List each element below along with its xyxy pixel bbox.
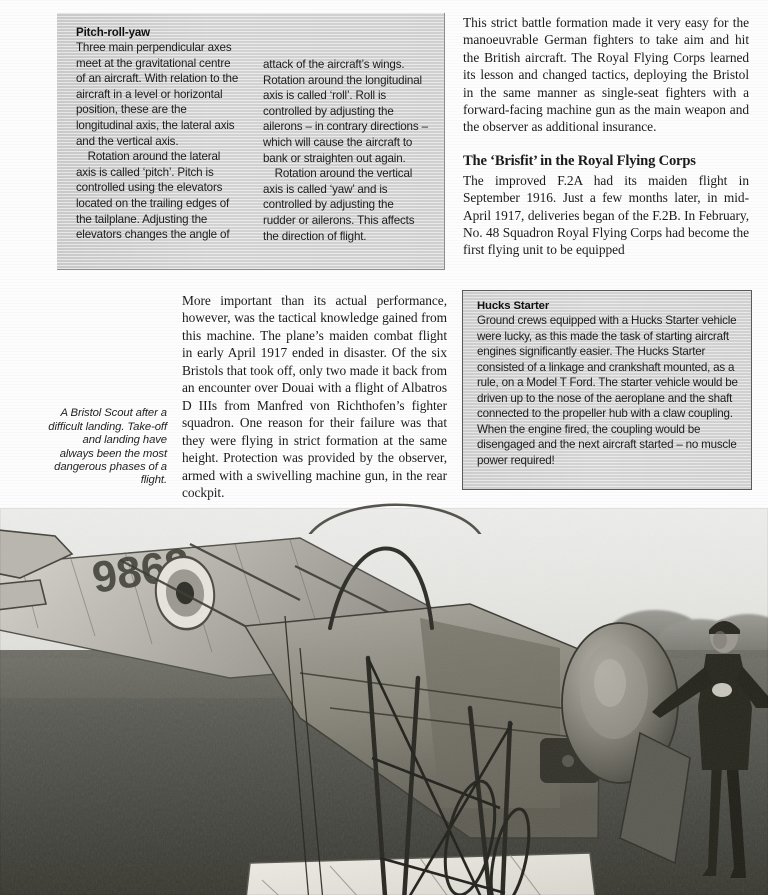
info-box-paragraph: Rotation around the lateral axis is called ‘pitch’. Pitch is controlled using the elevators located on the trailing edges of the tailplane. Adjusting the elevators changes the angle of [76,150,230,242]
info-box-columns [76,40,428,244]
section-heading-brisfit: The ‘Brisfit’ in the Royal Flying Corps [463,152,696,169]
info-box-title: Pitch-roll-yaw [76,27,151,39]
main-body-column [182,292,447,501]
hucks-box-body: Ground crews equipped with a Hucks Starter vehicle were lucky, as this made the task of starting aircraft engines significantly easier. The Hucks Starter consisted of a linkage and crankshaft mounted, as a rule, on a Model T Ford. The starter vehicle would be driven up to the nose of the aeroplane and the shaft connected to the propeller hub with a claw coupling. When the engine fired, the coupling would be disengaged and the next aircraft started – no muscle power required! [477,314,738,467]
photograph-image [0,508,768,895]
hucks-starter-info-box [462,290,752,490]
info-box-paragraph: attack of the aircraft’s wings. Rotation around the longitudinal axis is called ‘roll’. Roll is controlled by adjusting the ailerons – in contrary directions – which will cause the aircraft to bank or straighten out again. [263,58,428,165]
photo-caption: A Bristol Scout after a difficult landing. Take-off and landing have always been the most dangerous phases of a flight. [48,407,167,487]
info-box-column-right [263,40,428,244]
hucks-box-title: Hucks Starter [477,300,550,312]
pitch-roll-yaw-info-box [57,13,445,270]
info-box-paragraph: Three main perpendicular axes meet at the gravitational centre of an aircraft. With relation to the aircraft in a level or horizontal position, these are the longitudinal axis, the lateral axis and the vertical axis. [76,41,239,148]
body-paragraph: More important than its actual performance, however, was the tactical knowledge gained from this machine. The plane’s maiden combat flight in early April 1917 ended in disaster. Of the six Bristols that took off, only two made it back from an encounter over Douai with a flight of Albatros D IIIs from Manfred von Richthofen’s fighter squadron. One reason for their failure was that they were flying in strict formation at the same height. Protection was provided by the observer, armed with a swivelling machine gun, in the rear cockpit. [182,293,447,500]
info-box-column-left [76,40,241,244]
info-box-paragraph: Rotation around the vertical axis is called ‘yaw’ and is controlled by adjusting the rudder or ailerons. This affects the direction of flight. [263,167,415,243]
body-paragraph: This strict battle formation made it very easy for the manoeuvrable German fighters to take aim and hit the British aircraft. The Royal Flying Corps learned its lesson and changed tactics, deploying the Bristol in the same manner as single-seat fighters with a forward-facing machine gun as the main weapon and the observer as additional insurance. [463,15,749,135]
right-text-column [463,14,749,259]
body-paragraph: The improved F.2A had its maiden flight in September 1916. Just a few months later, in mid-April 1917, deliveries began of the F.2B. In February, No. 48 Squadron Royal Flying Corps had become the first flying unit to be equipped [463,172,749,258]
photograph-bristol-scout [0,508,768,895]
